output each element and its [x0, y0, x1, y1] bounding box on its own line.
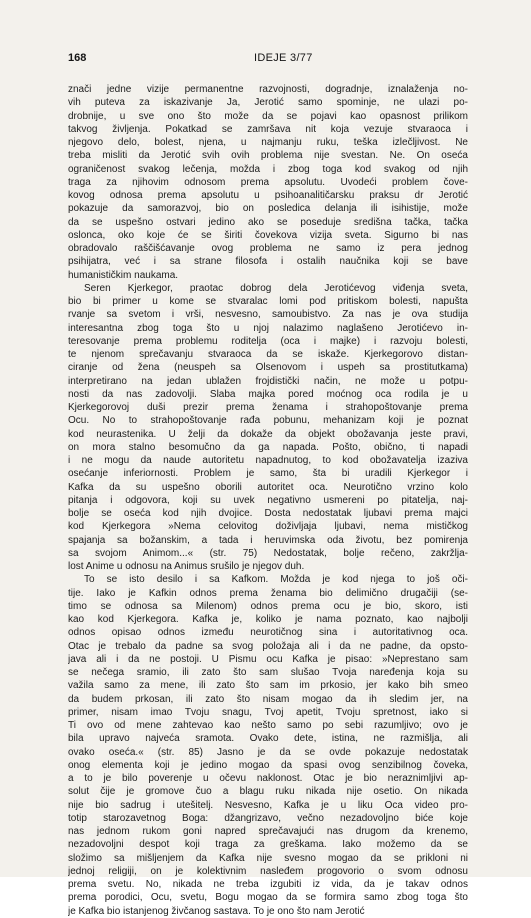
text-line: njegovo delo, bolest, njena, u najmanju ruku, teška izlečljivost. Ne [68, 137, 468, 148]
text-line: traga za njihovim odnosom prema apsolutu. Uvodeći problem čove- [68, 176, 468, 188]
text-line: onog elementa koji je jedino mogao da spasi ovog senzibilnog čoveka, [68, 759, 468, 771]
text-line: osećanje inferiornosti. Problem je samo, šta bi uradili Kjerkegor i [68, 468, 468, 480]
text-line: Ti ovo od mene zahtevao kao nešto samo po sebi razumljivo; ovo je [68, 720, 468, 731]
text-line: je Kafka bio istanjenog živčanog sastava. To je ono što nam Jerotić [68, 905, 365, 917]
text-line: sa svojom Animom...« (str. 75) Nedostatak, bolje rečeno, zakržlja- [68, 547, 468, 559]
text-line: totip starozavetnog Boga: džangrizavo, večno nezadovoljno biće koje [68, 812, 468, 824]
text-line: ograničenost svakog lečenja, možda i zbog toga kod svakog od njih [68, 163, 468, 175]
text-line: te njenom sprečavanju stvaraoca da se iskaže. Kjerkegorovo distan- [68, 349, 468, 360]
text-line: nosti da nas zadovolji. Slaba majka pored moćnog oca rodila je u [68, 388, 468, 400]
text-line: jednoj religiji, on je kolektivnim nasleđem progovorio o svom odnosu [68, 865, 468, 877]
text-line: Kafka da su uspešno oborili autoritet oca. Neurotično vrzino kolo [68, 481, 468, 493]
text-line: kovog odnosa prema apsolutu u psihoanalitičarsku praksu dr Jerotić [68, 190, 468, 201]
text-line: bio bi primer u kome se stvaralac lomi pod pritiskom bolesti, napušta [68, 296, 468, 307]
text-line: psihijatra, već i sa strane filosofa i ostalih naučnika koji se bave [68, 256, 468, 268]
text-line: lost Anime u odnosu na Animus srušilo je njegov duh. [68, 561, 305, 572]
text-line: vih puteva za iskazivanje Ja, Jerotić samo spominje, ne ulazi po- [68, 97, 468, 109]
text-line: interpretirano na jedan ublažen frojdistički način, ne može u potpu- [68, 375, 468, 387]
text-line: pitanja i odgovora, koji su uvek negativno usmereni po pitatelja, naj- [68, 494, 468, 506]
text-line: interesantna zbog toga što u njoj nalazimo naglašeno Jerotićevo in- [68, 322, 468, 334]
text-line: bila upravo najveća sramota. Ovako dete, istina, ne razmišlja, ali [68, 733, 468, 745]
text-line: solut čije je gromove čuo a blagu ruku nikada nije osetio. On nikada [68, 786, 468, 798]
text-line: java ali i da ne postoji. U Pismu ocu Kafka je pisao: »Neprestano sam [68, 653, 468, 665]
text-line: nas jednom rukom goni napred sprečavajući nas drugom da krenemo, [68, 826, 468, 837]
text-line: ciranje od žena (neuspeh sa Olsenovom i uspeh sa prostitutkama) [68, 362, 468, 374]
text-line: teresovanje prema problemu roditelja (oca i majke) i razvoju bolesti, [68, 335, 468, 347]
text-line: Kjerkegorovoj duši prezir prema ženama i strahopoštovanje prema [68, 402, 468, 413]
page-number: 168 [68, 52, 87, 64]
page-header [68, 52, 468, 66]
text-line: treba misliti da Jerotić svih ovih problema nije svestan. Ne. On oseća [68, 150, 468, 162]
text-line: odnos opisao odnos između neurotičnog sina i autoritativnog oca. [68, 627, 468, 639]
text-line: nije bio sadrug i utešitelj. Nesvesno, Kafka je u liku Oca video pro- [68, 799, 468, 811]
text-line: da budem prkosan, ili zato što nisam mogao da ih sledim jer, na [68, 693, 468, 705]
text-line: Otac je trebalo da padne sa svog položaja ali i da ne padne, da opsto- [68, 640, 468, 652]
text-line: prema porodici, Ocu, svetu, Bogu mogao da se formira samo zbog toga što [68, 892, 468, 904]
text-line: važila samo za mene, ili zato što sam im prkosio, jer kako bih smeo [68, 680, 468, 692]
running-head: IDEJE 3/77 [254, 52, 313, 64]
body-text [68, 83, 468, 918]
text-line: nezadovoljni despot koji traga za greškama. Iako možemo da se [68, 839, 468, 851]
text-line: timo se odnosa sa Milenom) odnos prema ocu je bio, skoro, isti [68, 600, 468, 612]
text-line: znači jedne vizije permanentne razvojnosti, dogradnje, iznalaženja no- [68, 84, 468, 95]
text-line: ovako oseća.« (str. 85) Jasno je da se ovde pokazuje nedostatak [68, 746, 468, 758]
text-line: bolje se oseća kod njih dvojice. Dosta nedostatak ljubavi prema majci [68, 508, 468, 519]
text-line: oslonca, oko koje će se širiti čovekova vizija sveta. Sigurno bi nas [68, 229, 468, 241]
text-line: Seren Kjerkegor, praotac dobrog dela Jerotićevog viđenja sveta, [84, 282, 468, 294]
text-line: Ocu. No to strahopoštovanje rađa pobunu, mehanizam koji je poznat [68, 415, 468, 427]
text-line: kod Kjerkegora »Nema celovitog doživljaja ljubavi, nema mističkog [68, 521, 468, 533]
text-line: i ne mogu da naude autoritetu napadnutog, to kod obožavatelja izaziva [68, 455, 468, 466]
text-line: To se isto desilo i sa Kafkom. Možda je kod njega to još oči- [84, 574, 468, 586]
text-line: kod neurastenika. U želji da dokaže da objekt obožavanja jeste pravi, [68, 428, 468, 440]
text-line: on mora stalno besomučno da ga napada. Pošto, obično, ti napadi [68, 441, 468, 453]
text-line: pokazuje da samorazvoj, bio on posledica delanja ili isihistije, može [68, 203, 468, 215]
text-line: obradovalo raščišćavanje ovog problema ne samo iz pera jednog [68, 243, 468, 254]
text-line: rvanje sa svetom i vrši, nesvesno, samoubistvo. Za nas je ova studija [68, 309, 468, 321]
text-line: takvog življenja. Pokatkad se zamršava nit koja vezuje stvaraoca i [68, 123, 468, 135]
text-line: spajanja sa božanskim, a tada i heruvimska oda životu, bez pomirenja [68, 534, 468, 546]
text-line: humanističkim naukama. [68, 269, 179, 281]
text-line: drobnije, u sve ono što može da se pojavi kao opasnost prilikom [68, 110, 468, 122]
text-line: kao kod Kjerkegora. Kafka je, koliko je nama poznato, kao najbolji [68, 614, 468, 625]
text-line: tije. Iako je Kafkin odnos prema ženama bio delimično drugačiji (se- [68, 587, 468, 599]
text-line: da se uspešno ostvari jedino ako se poseduje središna tačka, tačka [68, 216, 468, 228]
text-line: prema svetu. No, nikada ne treba izgubiti iz vida, da je takav odnos [68, 879, 468, 890]
text-line: se nečega sramio, ili zato što sam slušao Tvoja naređenja koja su [68, 667, 468, 678]
text-line: a to je bilo poverenje u očevu naklonost. Otac je bio neraznimljivi ap- [68, 773, 468, 784]
text-line: primer, nisam imao Tvoju snagu, Tvoj apetit, Tvoju spretnost, iako si [68, 706, 468, 718]
text-line: složimo sa mišljenjem da Kafka nije svesno mogao da se prikloni ni [68, 852, 468, 864]
